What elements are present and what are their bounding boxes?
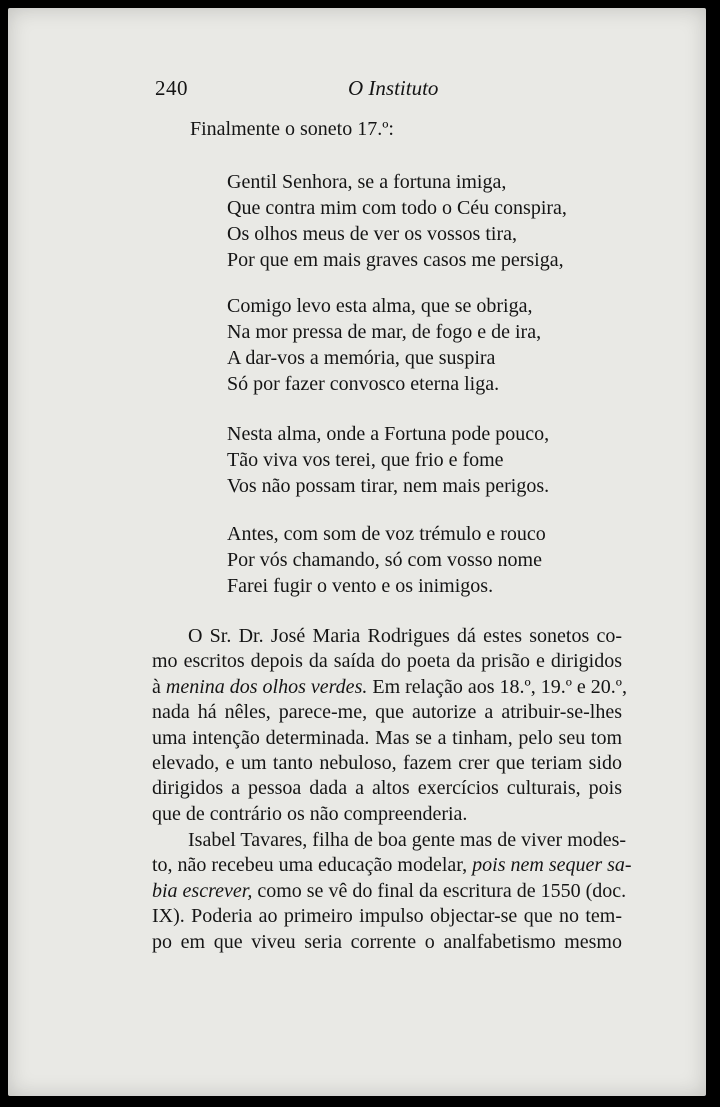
text-run: Em relação aos 18.º, 19.º e 20.º, (367, 675, 627, 698)
text-line: IX). Poderia ao primeiro impulso objectar-se que no tem- (152, 905, 622, 928)
italic-text: bia escrever, (152, 879, 253, 902)
text-line: mo escritos depois da saída do poeta da prisão e dirigidos (152, 650, 622, 673)
italic-text: menina dos olhos verdes. (165, 675, 368, 698)
sonnet-stanza-2 (227, 293, 541, 397)
text-line: uma intenção determinada. Mas se a tinham, pelo seu tom (152, 726, 622, 749)
verse-line: Os olhos meus de ver os vossos tira, (227, 223, 517, 245)
text-run: to, não recebeu uma educação modelar, (152, 854, 473, 877)
text-line: O Sr. Dr. José Maria Rodrigues dá estes sonetos co- (188, 625, 622, 647)
intro-line: Finalmente o soneto 17.º: (190, 118, 394, 140)
text-line (152, 879, 627, 904)
verse-line: Vos não possam tirar, nem mais perigos. (227, 475, 550, 497)
sonnet-stanza-4 (227, 521, 546, 599)
text-line: que de contrário os não compreenderia. (152, 802, 468, 825)
text-line (152, 853, 632, 878)
verse-line: Gentil Senhora, se a fortuna imiga, (227, 171, 507, 193)
text-line: elevado, e um tanto nebuloso, fazem crer que teriam sido (152, 752, 622, 775)
text-line: dirigidos a pessoa dada a altos exercícios culturais, pois (152, 777, 622, 800)
verse-line: Farei fugir o vento e os inimigos. (227, 575, 494, 597)
text-line: Isabel Tavares, filha de boa gente mas de viver modes- (188, 829, 627, 851)
paragraph-isabel-tavares (152, 828, 632, 955)
verse-line: Comigo levo esta alma, que se obriga, (227, 295, 533, 317)
book-page (8, 8, 706, 1096)
text-line: po em que viveu seria corrente o analfabetismo mesmo (152, 930, 622, 953)
text-line: nada há nêles, parece-me, que autorize a atribuir-se-lhes (152, 701, 622, 724)
verse-line: Por vós chamando, só com vosso nome (227, 549, 542, 571)
verse-line: Na mor pressa de mar, de fogo e de ira, (227, 321, 542, 343)
verse-line: Só por fazer convosco eterna liga. (227, 373, 500, 395)
page-number: 240 (155, 76, 188, 100)
text-run: como se vê do final da escritura de 1550 (doc. (252, 879, 627, 902)
paragraph-commentary (152, 624, 627, 827)
sonnet-stanza-3 (227, 421, 549, 499)
text-run: à (152, 675, 166, 698)
italic-text: pois nem sequer sa- (472, 854, 632, 877)
verse-line: Antes, com som de voz trémulo e rouco (227, 523, 546, 545)
sonnet-stanza-1 (227, 169, 567, 273)
verse-line: A dar-vos a memória, que suspira (227, 347, 496, 369)
verse-line: Nesta alma, onde a Fortuna pode pouco, (227, 423, 550, 445)
verse-line: Tão viva vos terei, que frio e fome (227, 449, 504, 471)
running-title: O Instituto (348, 76, 439, 100)
text-line (152, 675, 627, 700)
verse-line: Que contra mim com todo o Céu conspira, (227, 197, 567, 219)
verse-line: Por que em mais graves casos me persiga, (227, 249, 564, 271)
